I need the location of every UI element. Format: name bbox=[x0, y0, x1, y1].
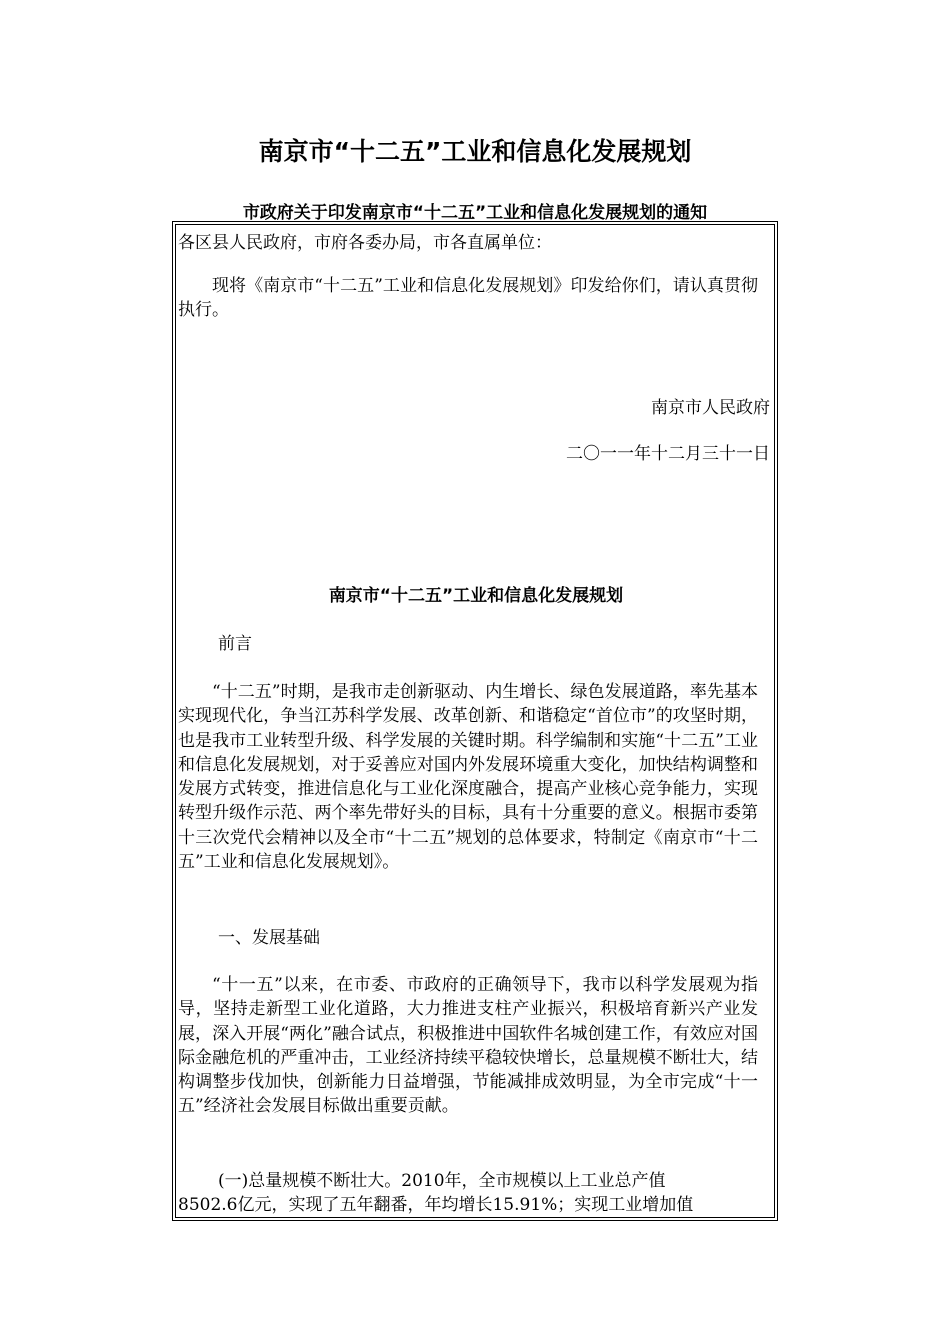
preface-heading: 前言 bbox=[218, 634, 252, 654]
page-title: 南京市“十二五”工业和信息化发展规划 bbox=[258, 137, 692, 166]
notice-body: 现将《南京市“十二五”工业和信息化发展规划》印发给你们，请认真贯彻执行。 bbox=[178, 276, 758, 321]
plan-title: 南京市“十二五”工业和信息化发展规划 bbox=[328, 586, 624, 606]
subsection1-line1: (一)总量规模不断壮大。2010年，全市规模以上工业总产值 bbox=[218, 1171, 666, 1191]
notice-title: 市政府关于印发南京市“十二五”工业和信息化发展规划的通知 bbox=[242, 203, 708, 223]
section1-heading: 一、发展基础 bbox=[218, 928, 320, 948]
document-content-box bbox=[175, 224, 775, 1218]
subsection1-line2: 8502.6亿元，实现了五年翻番，年均增长15.91%；实现工业增加值 bbox=[178, 1195, 694, 1215]
issue-date: 二〇一一年十二月三十一日 bbox=[566, 444, 770, 464]
issuer: 南京市人民政府 bbox=[651, 398, 770, 418]
preface-body: “十二五”时期，是我市走创新驱动、内生增长、绿色发展道路，率先基本实现现代化，争当江苏科学发展、改革创新、和谐稳定“首位市”的攻坚时期，也是我市工业转型升级、科学发展的关键时期。科学编制和实施“十二五”工业和信息化发展规划，对于妥善应对国内外发展环境重大变化，加快结构调整和发展方式转变，推进信息化与工业化深度融合，提高产业核心竞争能力，实现转型升级作示范、两个率先带好头的目标，具有十分重要的意义。根据市委第十三次党代会精神以及全市“十二五”规划的总体要求，特制定《南京市“十二五”工业和信息化发展规划》。 bbox=[178, 682, 758, 873]
addressee-line: 各区县人民政府，市府各委办局，市各直属单位： bbox=[178, 233, 552, 253]
section1-body: “十一五”以来，在市委、市政府的正确领导下，我市以科学发展观为指导，坚持走新型工业化道路，大力推进支柱产业振兴，积极培育新兴产业发展，深入开展“两化”融合试点，积极推进中国软件名城创建工作，有效应对国际金融危机的严重冲击，工业经济持续平稳较快增长，总量规模不断壮大，结构调整步伐加快，创新能力日益增强，节能减排成效明显，为全市完成“十一五”经济社会发展目标做出重要贡献。 bbox=[178, 975, 758, 1117]
